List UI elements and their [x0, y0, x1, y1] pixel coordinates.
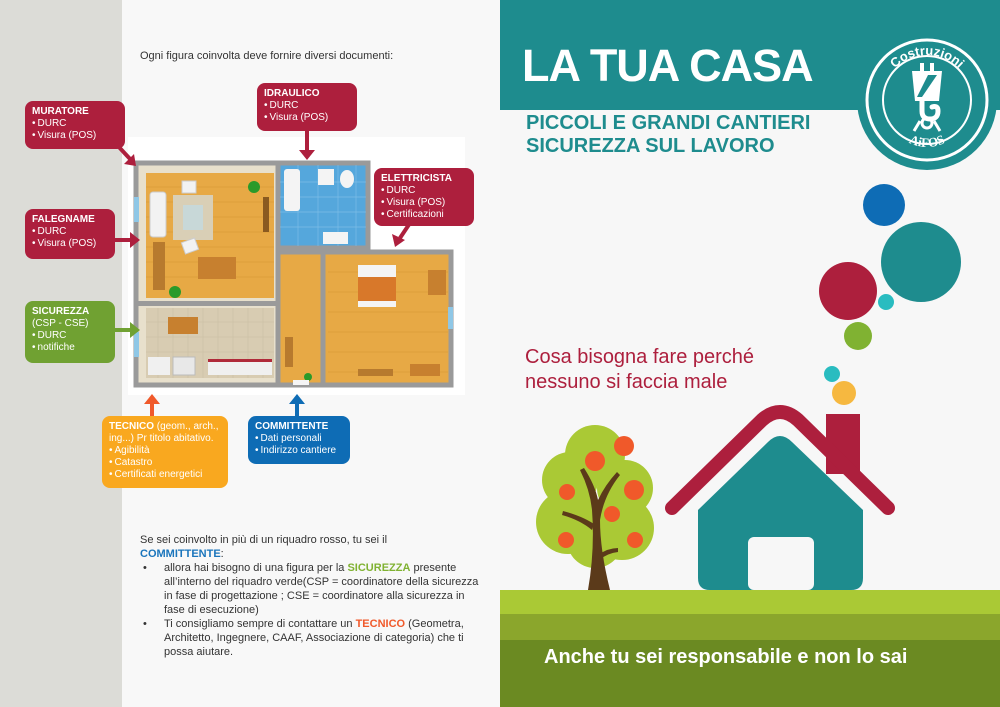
- intro-text: Ogni figura coinvolta deve fornire diversi documenti:: [140, 50, 394, 62]
- logo-top-text: Costruzioni: [887, 42, 968, 71]
- callout-item: • notifiche: [32, 342, 108, 354]
- bubble-blue: [863, 184, 905, 226]
- callout-muratore: [25, 101, 125, 149]
- callout-idraulico: [257, 83, 357, 131]
- right-page: [500, 0, 1000, 707]
- ground-band-mid: [500, 614, 1000, 641]
- tree-icon: [536, 425, 654, 590]
- bullet-text: (Geometra, Architetto, Ingegnere, CAAF, Associazione di categoria) che ti possa aiutare.: [164, 618, 464, 658]
- sicurezza-highlight: SICUREZZA: [347, 562, 411, 574]
- callout-item: • DURC: [32, 118, 118, 130]
- callout-title: SICUREZZA: [32, 306, 90, 317]
- ground-band-light: [500, 590, 1000, 615]
- bullet-text: allora hai bisogno di una figura per la: [164, 562, 348, 574]
- house-icon: [672, 412, 888, 590]
- callout-item: • Agibilità: [109, 445, 221, 457]
- bubble-crimson: [819, 262, 877, 320]
- callout-item: • DURC: [32, 330, 108, 342]
- subtitle-line: PICCOLI E GRANDI CANTIERI: [526, 112, 811, 134]
- explanation-text: [140, 533, 485, 659]
- logo-bottom-text: AiFOS: [907, 131, 947, 151]
- bullet-text: Ti consigliamo sempre di contattare un: [164, 618, 356, 630]
- callout-item: • DURC: [264, 100, 350, 112]
- callout-item: • DURC: [32, 226, 108, 238]
- tagline-line: nessuno si faccia male: [525, 371, 728, 393]
- callout-item: • Visura (POS): [264, 112, 350, 124]
- callout-falegname: [25, 209, 115, 259]
- bullet-sicurezza: [140, 561, 485, 617]
- callout-title: ELETTRICISTA: [381, 173, 452, 184]
- callout-title: IDRAULICO: [264, 88, 320, 99]
- callout-subtitle: (CSP - CSE): [32, 318, 89, 329]
- footer-slogan: Anche tu sei responsabile e non lo sai: [544, 646, 908, 668]
- callout-title: COMMITTENTE: [255, 421, 329, 432]
- bullet-text: presente all’interno del riquadro verde(CSP = coordinatore della sicurezza in fase di progettazione ; CSE = coordinatore alla sicurezza in fase di esecuzione): [164, 562, 479, 616]
- callout-item: • Visura (POS): [32, 130, 118, 142]
- callout-item: • Visura (POS): [32, 238, 108, 250]
- callout-title: MURATORE: [32, 106, 89, 117]
- callout-item: • Certificazioni: [381, 209, 467, 221]
- committente-highlight: COMMITTENTE: [140, 548, 221, 560]
- callout-elettricista: [374, 168, 474, 226]
- callout-item: • DURC: [381, 185, 467, 197]
- colon: :: [220, 548, 224, 560]
- tecnico-highlight: TECNICO: [355, 618, 406, 630]
- callout-item: • Catastro: [109, 457, 221, 469]
- callout-committente: [248, 416, 350, 464]
- bubble-cyan-small: [878, 294, 894, 310]
- callout-title-suffix: (geom., arch., ing...) Pr titolo abitativo.: [109, 421, 219, 444]
- page-title: LA TUA CASA: [522, 40, 813, 91]
- tagline: [525, 345, 754, 395]
- callout-item: • Visura (POS): [381, 197, 467, 209]
- callout-item: • Dati personali: [255, 433, 343, 445]
- explanation-line1: Se sei coinvolto in più di un riquadro rosso, tu sei il: [140, 534, 388, 546]
- bubble-cyan-tiny: [824, 366, 840, 382]
- callout-title: TECNICO: [109, 421, 154, 432]
- callout-item: • Indirizzo cantiere: [255, 445, 343, 457]
- callout-tecnico: [102, 416, 228, 488]
- tagline-line: Cosa bisogna fare perché: [525, 346, 755, 368]
- bubble-green: [844, 322, 872, 350]
- callout-item: • Certificati energetici: [109, 469, 221, 481]
- callout-title: FALEGNAME: [32, 214, 95, 225]
- bullet-tecnico: [140, 617, 485, 659]
- callout-sicurezza: [25, 301, 115, 363]
- subtitle-line: SICUREZZA SUL LAVORO: [526, 135, 775, 157]
- bubble-teal-large: [881, 222, 961, 302]
